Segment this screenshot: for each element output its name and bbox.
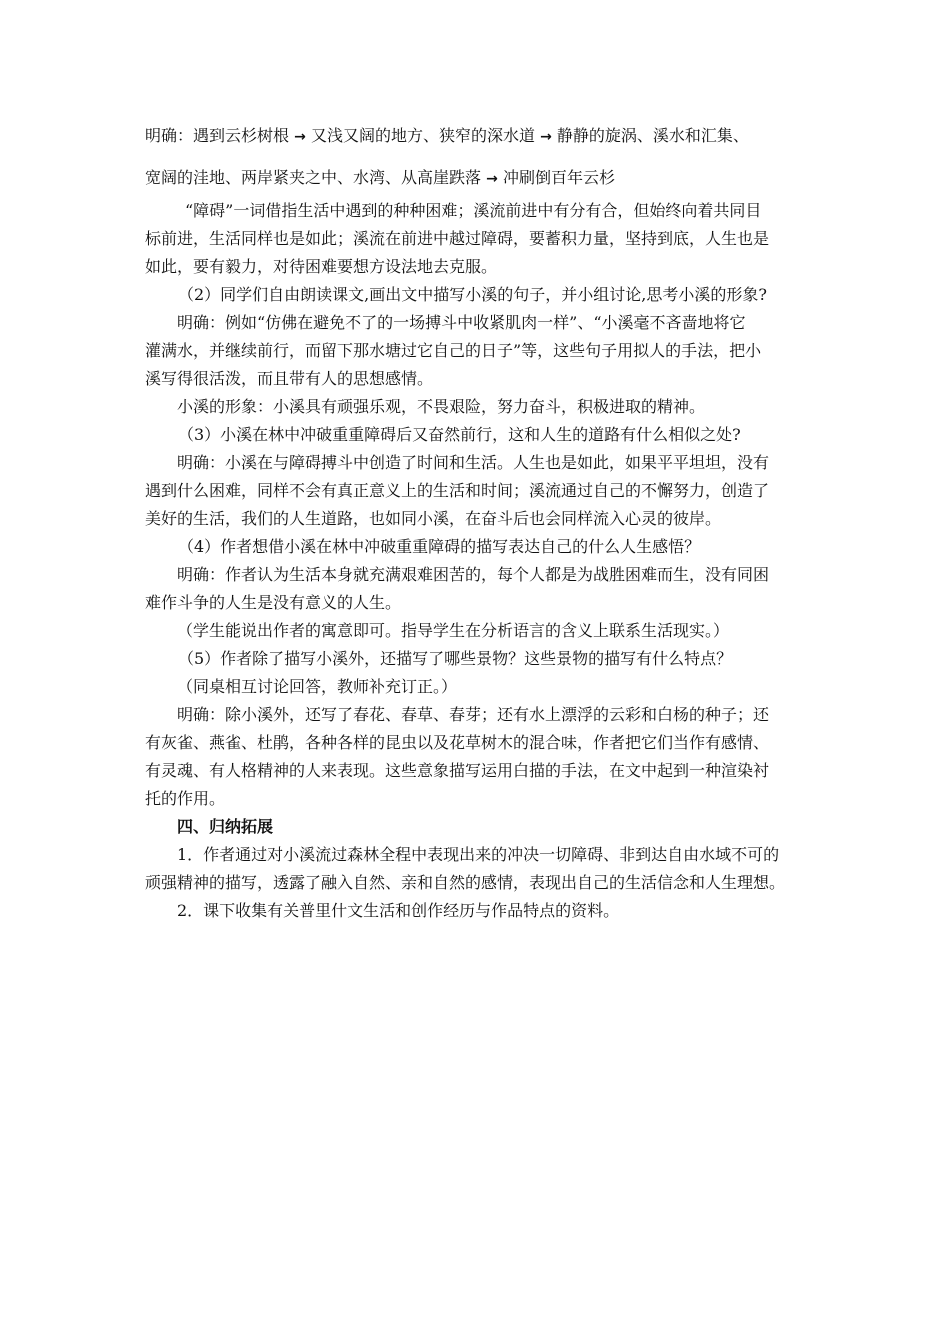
flow-step: 冲刷倒百年云杉 <box>502 168 615 187</box>
arrow-right-icon: → <box>486 171 498 187</box>
flow-line-2 <box>145 168 809 189</box>
flow-label: 明确： <box>145 126 194 145</box>
paragraph-line: 遇到什么困难，同样不会有真正意义上的生活和时间；溪流通过自己的不懈努力，创造了 <box>145 481 770 500</box>
flow-step: 宽阔的洼地、两岸紧夹之中、水湾、从高崖跌落 <box>145 168 482 187</box>
paragraph-line: 有灰雀、燕雀、杜鹃，各种各样的昆虫以及花草树木的混合味，作者把它们当作有感情、 <box>145 733 770 752</box>
question-2: （2）同学们自由朗读课文,画出文中描写小溪的句子，并小组讨论,思考小溪的形象? <box>178 285 767 304</box>
paragraph-line: 溪写得很活泼，而且带有人的思想感情。 <box>145 369 434 388</box>
arrow-right-icon: → <box>540 129 552 145</box>
paragraph-line: “障碍”一词借指生活中遇到的种种困难；溪流前进中有分有合，但始终向着共同目 <box>185 201 762 220</box>
paragraph-line: 美好的生活，我们的人生道路，也如同小溪，在奋斗后也会同样流入心灵的彼岸。 <box>145 509 722 528</box>
question-4: （4）作者想借小溪在林中冲破重重障碍的描写表达自己的什么人生感悟？ <box>178 537 701 556</box>
paragraph-line: 顽强精神的描写，透露了融入自然、亲和自然的感情，表现出自己的生活信念和人生理想。 <box>145 873 786 892</box>
paragraph-line: 2．课下收集有关普里什文生活和创作经历与作品特点的资料。 <box>177 901 620 920</box>
paragraph-line: 难作斗争的人生是没有意义的人生。 <box>145 593 402 612</box>
paragraph-line: 1．作者通过对小溪流过森林全程中表现出来的冲决一切障碍、非到达自由水域不可的 <box>177 845 780 864</box>
paragraph-line: 有灵魂、有人格精神的人来表现。这些意象描写运用白描的手法，在文中起到一种渲染衬 <box>145 761 770 780</box>
paragraph-line: 小溪的形象：小溪具有顽强乐观，不畏艰险，努力奋斗，积极进取的精神。 <box>177 397 706 416</box>
paragraph-line: （学生能说出作者的寓意即可。指导学生在分析语言的含义上联系生活现实。） <box>177 621 730 640</box>
flow-step: 遇到云杉树根 <box>193 126 290 145</box>
paragraph-line: 明确：除小溪外，还写了春花、春草、春芽；还有水上漂浮的云彩和白杨的种子；还 <box>177 705 770 724</box>
flow-step: 静静的旋涡、溪水和汇集、 <box>556 126 749 145</box>
paragraph-line: 托的作用。 <box>145 789 226 808</box>
paragraph-line: 标前进，生活同样也是如此；溪流在前进中越过障碍，要蓄积力量，坚持到底，人生也是 <box>145 229 770 248</box>
flow-step: 又浅又阔的地方、狭窄的深水道 <box>310 126 535 145</box>
paragraph-line: 明确：小溪在与障碍搏斗中创造了时间和生活。人生也是如此，如果平平坦坦，没有 <box>177 453 770 472</box>
paragraph-line: 如此，要有毅力，对待困难要想方设法地去克服。 <box>145 257 498 276</box>
paragraph-line: （同桌相互讨论回答，教师补充订正。） <box>177 677 458 696</box>
flow-line-1 <box>145 126 809 147</box>
section-heading: 四、归纳拓展 <box>177 817 274 836</box>
paragraph-line: 灌满水，并继续前行，而留下那水塘过它自己的日子”等，这些句子用拟人的手法，把小 <box>145 341 762 360</box>
question-3: （3）小溪在林中冲破重重障碍后又奋然前行，这和人生的道路有什么相似之处? <box>178 425 741 444</box>
paragraph-line: 明确：例如“仿佛在避免不了的一场搏斗中收紧肌肉一样”、“小溪毫不吝啬地将它 <box>177 313 746 332</box>
paragraph-line: 明确：作者认为生活本身就充满艰难困苦的，每个人都是为战胜困难而生，没有同困 <box>177 565 770 584</box>
question-5: （5）作者除了描写小溪外，还描写了哪些景物？这些景物的描写有什么特点？ <box>178 649 733 668</box>
arrow-right-icon: → <box>294 129 306 145</box>
